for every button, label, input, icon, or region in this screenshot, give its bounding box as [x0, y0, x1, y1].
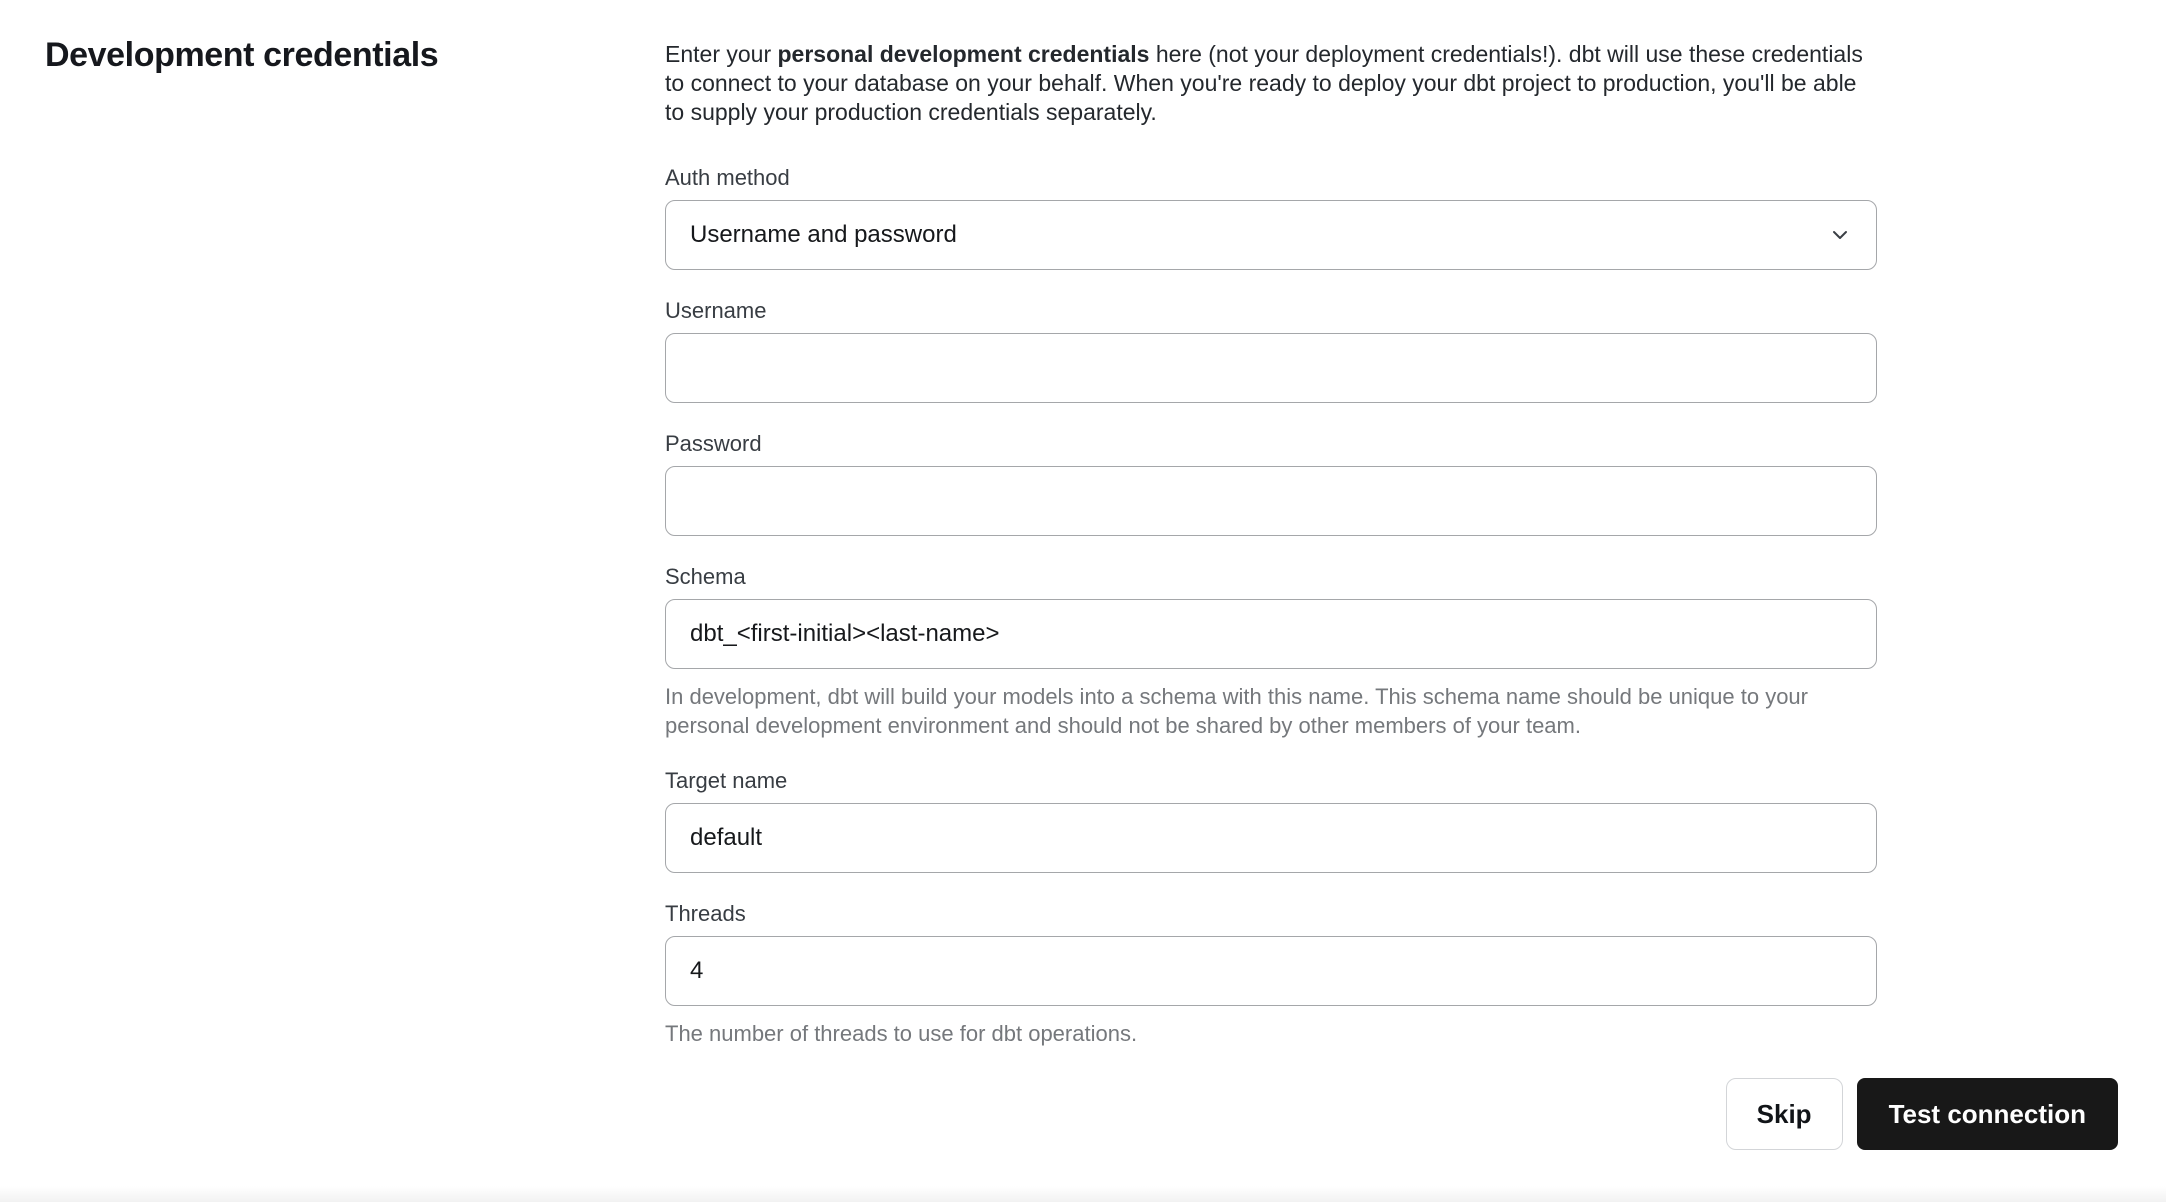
schema-label: Schema: [665, 564, 746, 589]
password-input[interactable]: [665, 466, 1877, 536]
intro-text: [665, 40, 1877, 127]
intro-text-bold: personal development credentials: [777, 41, 1150, 67]
username-input[interactable]: [665, 333, 1877, 403]
schema-field: [665, 564, 1877, 740]
threads-help-text: The number of threads to use for dbt operations.: [665, 1021, 1138, 1046]
bottom-edge-shadow: [0, 1186, 2166, 1202]
target-name-field: [665, 768, 1877, 873]
schema-input[interactable]: [665, 599, 1877, 669]
target-name-input[interactable]: [665, 803, 1877, 873]
threads-field: [665, 901, 1877, 1048]
schema-help-text: In development, dbt will build your models into a schema with this name. This schema name should be unique to your personal development environment and should not be shared by other members of your team.: [665, 684, 1808, 738]
auth-method-label: Auth method: [665, 165, 790, 190]
test-connection-button[interactable]: Test connection: [1857, 1078, 2118, 1150]
credentials-form: [665, 40, 1877, 1048]
auth-method-select[interactable]: [665, 200, 1877, 270]
intro-text-before: Enter your: [665, 41, 778, 67]
username-field: [665, 298, 1877, 403]
page-title: Development credentials: [45, 36, 439, 74]
password-label: Password: [665, 431, 762, 456]
threads-input[interactable]: [665, 936, 1877, 1006]
auth-method-field: [665, 165, 1877, 270]
target-name-label: Target name: [665, 768, 788, 793]
threads-label: Threads: [665, 901, 746, 926]
password-field: [665, 431, 1877, 536]
chevron-down-icon: [1828, 223, 1852, 247]
skip-button[interactable]: Skip: [1726, 1078, 1843, 1150]
intro-text-after: here (not your deployment credentials!). dbt will use these credentials to connect to your database on your behalf. When you're ready to deploy your dbt project to production, you'll be able to supply your production credentials separately.: [665, 41, 1863, 125]
username-label: Username: [665, 298, 767, 323]
auth-method-selected-value: Username and password: [690, 221, 957, 248]
form-actions: [1726, 1078, 2118, 1150]
